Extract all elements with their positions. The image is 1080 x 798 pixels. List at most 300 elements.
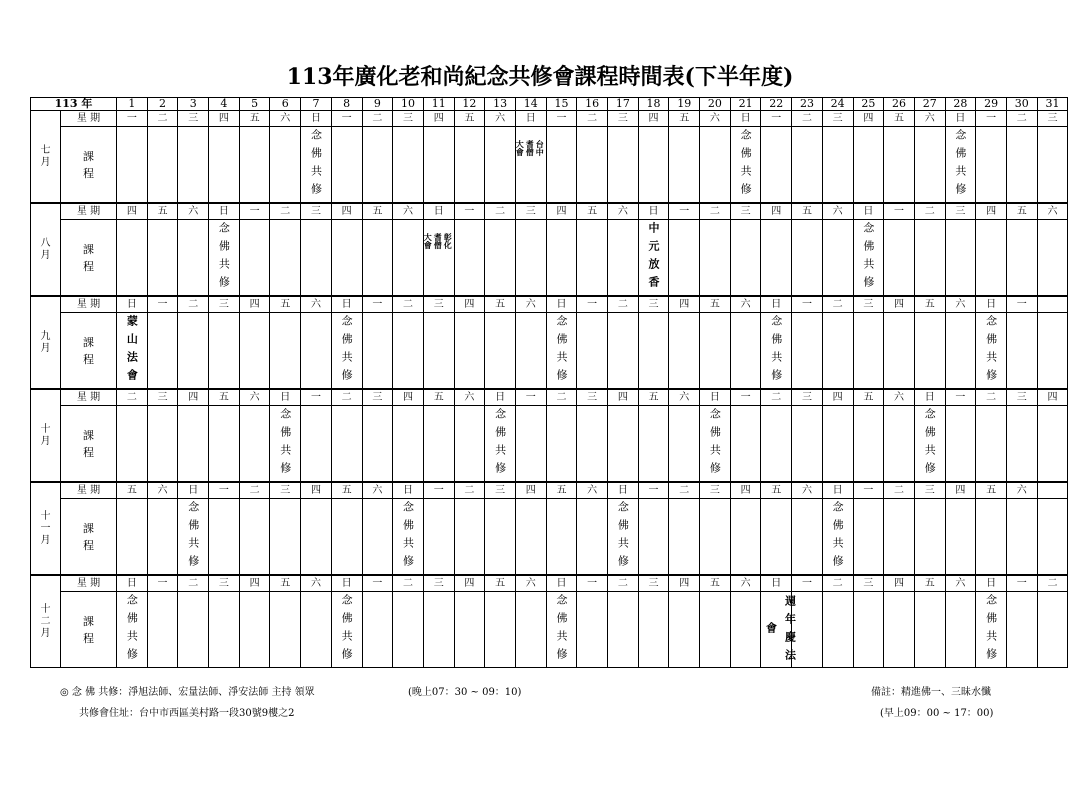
empty-cell bbox=[454, 127, 485, 204]
day-number: 20 bbox=[700, 98, 731, 111]
weekday-cell: 一 bbox=[945, 389, 976, 406]
weekday-cell: 二 bbox=[822, 575, 853, 592]
day-number: 25 bbox=[853, 98, 884, 111]
empty-cell bbox=[822, 127, 853, 204]
event-text: 念佛共修 bbox=[186, 501, 200, 573]
empty-cell bbox=[454, 499, 485, 576]
day-number: 15 bbox=[546, 98, 577, 111]
event-text: 念佛共修 bbox=[340, 594, 354, 666]
empty-cell bbox=[822, 220, 853, 297]
weekday-cell: 六 bbox=[914, 111, 945, 127]
empty-cell bbox=[608, 592, 639, 668]
weekday-cell: 一 bbox=[209, 482, 240, 499]
weekday-label: 星 期 bbox=[61, 575, 117, 592]
event-cell bbox=[393, 499, 424, 576]
empty-cell bbox=[515, 499, 546, 576]
weekday-cell: 五 bbox=[362, 203, 393, 220]
weekday-cell: 日 bbox=[485, 389, 516, 406]
empty-cell bbox=[822, 313, 853, 390]
empty-cell bbox=[362, 313, 393, 390]
empty-cell bbox=[945, 592, 976, 668]
empty-cell bbox=[270, 499, 301, 576]
month-label: 八 月 bbox=[31, 203, 61, 296]
header-row bbox=[31, 98, 1068, 111]
empty-cell bbox=[270, 313, 301, 390]
weekday-cell: 六 bbox=[730, 296, 761, 313]
empty-cell bbox=[822, 406, 853, 483]
event-cell bbox=[976, 592, 1007, 668]
empty-cell bbox=[485, 127, 516, 204]
event-text: 念佛共修 bbox=[340, 315, 354, 387]
weekday-cell: 六 bbox=[178, 203, 209, 220]
empty-cell bbox=[914, 127, 945, 204]
event-column: 彰化 bbox=[443, 233, 454, 249]
weekday-cell: 五 bbox=[209, 389, 240, 406]
weekday-cell: 三 bbox=[730, 203, 761, 220]
course-row bbox=[31, 313, 1068, 390]
weekday-cell: 五 bbox=[147, 203, 178, 220]
event-column: 大會 bbox=[515, 140, 526, 156]
empty-cell bbox=[792, 499, 823, 576]
footer-address: 共修會住址：台中市西區美村路一段30號9樓之2 bbox=[79, 708, 295, 719]
empty-cell bbox=[577, 499, 608, 576]
event-text: 念佛共修 bbox=[309, 129, 323, 201]
weekday-cell: 四 bbox=[884, 575, 915, 592]
day-number: 19 bbox=[669, 98, 700, 111]
weekday-cell: 六 bbox=[1037, 203, 1068, 220]
course-label: 課 程 bbox=[61, 406, 117, 483]
empty-cell bbox=[1037, 592, 1068, 668]
empty-cell bbox=[546, 127, 577, 204]
weekday-cell: 五 bbox=[331, 482, 362, 499]
weekday-cell: 三 bbox=[362, 389, 393, 406]
weekday-cell: 二 bbox=[608, 575, 639, 592]
weekday-cell: 五 bbox=[792, 203, 823, 220]
empty-cell bbox=[270, 220, 301, 297]
empty-cell bbox=[301, 499, 332, 576]
event-cell bbox=[209, 220, 240, 297]
empty-cell bbox=[393, 313, 424, 390]
event-cell bbox=[761, 592, 797, 668]
empty-cell bbox=[515, 406, 546, 483]
empty-cell bbox=[393, 127, 424, 204]
weekday-cell: 一 bbox=[792, 575, 823, 592]
empty-cell bbox=[546, 220, 577, 297]
event-text: 念佛共修 bbox=[125, 594, 139, 666]
weekday-cell: 一 bbox=[1006, 296, 1037, 313]
course-label: 課 程 bbox=[61, 220, 117, 297]
empty-cell bbox=[178, 592, 209, 668]
event-cell bbox=[700, 406, 731, 483]
weekday-cell: 五 bbox=[239, 111, 270, 127]
weekday-cell: 五 bbox=[884, 111, 915, 127]
weekday-cell: 日 bbox=[178, 482, 209, 499]
weekday-cell: 二 bbox=[178, 296, 209, 313]
event-cell bbox=[608, 499, 639, 576]
weekday-cell: 三 bbox=[608, 111, 639, 127]
weekday-cell: 五 bbox=[454, 111, 485, 127]
empty-cell bbox=[638, 592, 669, 668]
empty-cell bbox=[700, 499, 731, 576]
empty-cell bbox=[331, 406, 362, 483]
month-label: 七 月 bbox=[31, 111, 61, 204]
weekday-cell: 六 bbox=[454, 389, 485, 406]
empty-cell bbox=[515, 592, 546, 668]
empty-cell bbox=[393, 592, 424, 668]
empty-cell bbox=[761, 127, 792, 204]
empty-cell bbox=[239, 499, 270, 576]
weekday-label: 星 期 bbox=[61, 389, 117, 406]
weekday-cell: 六 bbox=[884, 389, 915, 406]
weekday-cell: 四 bbox=[454, 575, 485, 592]
event-column: 大會 bbox=[423, 233, 434, 249]
weekday-cell: 三 bbox=[178, 111, 209, 127]
empty-cell bbox=[638, 406, 669, 483]
day-number: 12 bbox=[454, 98, 485, 111]
weekday-cell: 一 bbox=[147, 296, 178, 313]
weekday-cell: 四 bbox=[117, 203, 148, 220]
event-cell bbox=[485, 406, 516, 483]
weekday-cell: 三 bbox=[822, 111, 853, 127]
weekday-cell: 日 bbox=[761, 296, 792, 313]
weekday-cell: 六 bbox=[945, 575, 976, 592]
day-number: 4 bbox=[209, 98, 240, 111]
weekday-cell: 六 bbox=[945, 296, 976, 313]
event-cell bbox=[178, 499, 209, 576]
weekday-cell: 二 bbox=[117, 389, 148, 406]
empty-cell bbox=[147, 406, 178, 483]
weekday-cell: 六 bbox=[792, 482, 823, 499]
weekday-cell: 日 bbox=[914, 389, 945, 406]
weekday-cell: 六 bbox=[239, 389, 270, 406]
weekday-cell: 二 bbox=[669, 482, 700, 499]
footer-note: ◎ 念 佛 共修：淨旭法師、宏量法師、淨安法師 主持 領眾 bbox=[60, 687, 315, 698]
weekday-cell: 一 bbox=[546, 111, 577, 127]
weekday-cell bbox=[1037, 482, 1068, 499]
weekday-cell: 二 bbox=[270, 203, 301, 220]
day-number: 21 bbox=[730, 98, 761, 111]
weekday-cell: 四 bbox=[761, 203, 792, 220]
empty-cell bbox=[853, 592, 884, 668]
empty-cell bbox=[730, 220, 761, 297]
empty-cell bbox=[914, 499, 945, 576]
empty-cell bbox=[454, 592, 485, 668]
weekday-cell: 四 bbox=[209, 111, 240, 127]
event-column: 耆僧 bbox=[433, 233, 444, 249]
weekday-row bbox=[31, 575, 1068, 592]
weekday-cell: 三 bbox=[1006, 389, 1037, 406]
empty-cell bbox=[362, 220, 393, 297]
weekday-cell: 四 bbox=[239, 575, 270, 592]
weekday-cell: 五 bbox=[485, 575, 516, 592]
weekday-cell: 五 bbox=[270, 575, 301, 592]
event-cell bbox=[822, 499, 853, 576]
weekday-cell: 五 bbox=[914, 575, 945, 592]
empty-cell bbox=[700, 127, 731, 204]
empty-cell bbox=[117, 220, 148, 297]
empty-cell bbox=[301, 406, 332, 483]
course-label: 課 程 bbox=[61, 127, 117, 204]
empty-cell bbox=[577, 220, 608, 297]
event-cell bbox=[945, 127, 976, 204]
weekday-cell: 三 bbox=[485, 482, 516, 499]
empty-cell bbox=[976, 406, 1007, 483]
weekday-cell: 日 bbox=[546, 296, 577, 313]
empty-cell bbox=[301, 220, 332, 297]
weekday-cell: 二 bbox=[761, 389, 792, 406]
weekday-cell: 一 bbox=[976, 111, 1007, 127]
day-number: 8 bbox=[331, 98, 362, 111]
empty-cell bbox=[730, 499, 761, 576]
weekday-cell: 日 bbox=[700, 389, 731, 406]
empty-cell bbox=[608, 406, 639, 483]
weekday-cell: 一 bbox=[454, 203, 485, 220]
empty-cell bbox=[331, 127, 362, 204]
weekday-cell: 一 bbox=[730, 389, 761, 406]
weekday-cell: 二 bbox=[546, 389, 577, 406]
empty-cell bbox=[239, 406, 270, 483]
empty-cell bbox=[423, 499, 454, 576]
footer-note-time: (晚上07：30 ~ 09：10) bbox=[408, 687, 522, 698]
empty-cell bbox=[730, 313, 761, 390]
event-cell bbox=[331, 313, 362, 390]
empty-cell bbox=[884, 592, 915, 668]
weekday-cell: 六 bbox=[147, 482, 178, 499]
weekday-cell: 四 bbox=[669, 575, 700, 592]
weekday-cell: 二 bbox=[393, 296, 424, 313]
weekday-cell: 二 bbox=[577, 111, 608, 127]
weekday-cell: 三 bbox=[638, 575, 669, 592]
empty-cell bbox=[393, 220, 424, 297]
weekday-cell: 日 bbox=[423, 203, 454, 220]
weekday-cell: 三 bbox=[423, 575, 454, 592]
weekday-cell: 四 bbox=[669, 296, 700, 313]
empty-cell bbox=[638, 499, 669, 576]
weekday-cell: 四 bbox=[853, 111, 884, 127]
empty-cell bbox=[239, 592, 270, 668]
weekday-cell: 二 bbox=[178, 575, 209, 592]
weekday-cell: 一 bbox=[117, 111, 148, 127]
empty-cell bbox=[485, 592, 516, 668]
weekday-cell: 日 bbox=[638, 203, 669, 220]
weekday-cell: 日 bbox=[117, 575, 148, 592]
weekday-label: 星 期 bbox=[61, 111, 117, 127]
event-text: 念佛共修 bbox=[953, 129, 967, 201]
day-number: 7 bbox=[301, 98, 332, 111]
empty-cell bbox=[761, 406, 792, 483]
empty-cell bbox=[270, 592, 301, 668]
day-number: 31 bbox=[1037, 98, 1068, 111]
empty-cell bbox=[669, 592, 700, 668]
empty-cell bbox=[884, 127, 915, 204]
weekday-cell: 五 bbox=[270, 296, 301, 313]
weekday-cell: 一 bbox=[853, 482, 884, 499]
weekday-cell: 三 bbox=[393, 111, 424, 127]
empty-cell bbox=[362, 127, 393, 204]
weekday-row bbox=[31, 389, 1068, 406]
empty-cell bbox=[884, 499, 915, 576]
weekday-cell: 四 bbox=[515, 482, 546, 499]
event-text: 念佛共修 bbox=[984, 594, 998, 666]
weekday-cell: 日 bbox=[945, 111, 976, 127]
weekday-cell: 四 bbox=[884, 296, 915, 313]
empty-cell bbox=[515, 220, 546, 297]
weekday-cell: 三 bbox=[853, 575, 884, 592]
empty-cell bbox=[362, 406, 393, 483]
weekday-cell: 五 bbox=[638, 389, 669, 406]
weekday-cell: 五 bbox=[761, 482, 792, 499]
event-cell bbox=[853, 220, 884, 297]
event-text: 念佛共修 bbox=[861, 222, 875, 294]
day-number: 1 bbox=[117, 98, 148, 111]
empty-cell bbox=[423, 592, 454, 668]
weekday-cell: 三 bbox=[301, 203, 332, 220]
event-text: 念佛共修 bbox=[616, 501, 630, 573]
empty-cell bbox=[147, 220, 178, 297]
empty-cell bbox=[608, 313, 639, 390]
empty-cell bbox=[423, 406, 454, 483]
empty-cell bbox=[1006, 592, 1037, 668]
weekday-cell: 一 bbox=[362, 575, 393, 592]
weekday-cell: 二 bbox=[1037, 575, 1068, 592]
event-cell bbox=[730, 127, 761, 204]
weekday-cell: 六 bbox=[301, 296, 332, 313]
empty-cell bbox=[209, 127, 240, 204]
weekday-cell: 二 bbox=[239, 482, 270, 499]
weekday-cell: 六 bbox=[577, 482, 608, 499]
event-text: 念佛共修 bbox=[554, 594, 568, 666]
day-number: 27 bbox=[914, 98, 945, 111]
empty-cell bbox=[1037, 313, 1068, 390]
weekday-cell: 一 bbox=[638, 482, 669, 499]
weekday-cell: 一 bbox=[239, 203, 270, 220]
empty-cell bbox=[792, 313, 823, 390]
weekday-cell: 日 bbox=[301, 111, 332, 127]
weekday-cell: 二 bbox=[608, 296, 639, 313]
empty-cell bbox=[608, 127, 639, 204]
weekday-cell: 二 bbox=[1006, 111, 1037, 127]
weekday-cell: 四 bbox=[945, 482, 976, 499]
weekday-cell: 三 bbox=[914, 482, 945, 499]
empty-cell bbox=[945, 499, 976, 576]
weekday-cell: 四 bbox=[423, 111, 454, 127]
weekday-cell: 五 bbox=[546, 482, 577, 499]
event-text: 念佛共修 bbox=[708, 408, 722, 480]
weekday-cell: 四 bbox=[301, 482, 332, 499]
event-cell bbox=[117, 592, 148, 668]
empty-cell bbox=[669, 499, 700, 576]
empty-cell bbox=[1037, 127, 1068, 204]
weekday-cell: 三 bbox=[423, 296, 454, 313]
weekday-cell: 三 bbox=[270, 482, 301, 499]
weekday-cell: 一 bbox=[515, 389, 546, 406]
weekday-cell: 四 bbox=[239, 296, 270, 313]
empty-cell bbox=[485, 220, 516, 297]
weekday-cell: 一 bbox=[884, 203, 915, 220]
event-text bbox=[516, 127, 546, 156]
weekday-cell: 六 bbox=[1006, 482, 1037, 499]
empty-cell bbox=[239, 220, 270, 297]
empty-cell bbox=[669, 127, 700, 204]
weekday-cell: 五 bbox=[700, 296, 731, 313]
day-number: 22 bbox=[761, 98, 792, 111]
event-text: 念佛共修 bbox=[493, 408, 507, 480]
weekday-cell: 二 bbox=[976, 389, 1007, 406]
weekday-cell: 四 bbox=[178, 389, 209, 406]
empty-cell bbox=[454, 220, 485, 297]
empty-cell bbox=[976, 499, 1007, 576]
weekday-cell: 日 bbox=[331, 575, 362, 592]
empty-cell bbox=[730, 406, 761, 483]
weekday-cell: 二 bbox=[884, 482, 915, 499]
day-number: 26 bbox=[884, 98, 915, 111]
empty-cell bbox=[884, 406, 915, 483]
event-text bbox=[424, 220, 454, 249]
weekday-cell: 二 bbox=[331, 389, 362, 406]
weekday-cell: 三 bbox=[638, 296, 669, 313]
empty-cell bbox=[546, 406, 577, 483]
event-text: 念佛共修 bbox=[984, 315, 998, 387]
empty-cell bbox=[700, 313, 731, 390]
empty-cell bbox=[178, 127, 209, 204]
empty-cell bbox=[393, 406, 424, 483]
empty-cell bbox=[577, 406, 608, 483]
empty-cell bbox=[1006, 499, 1037, 576]
empty-cell bbox=[853, 406, 884, 483]
weekday-cell: 六 bbox=[270, 111, 301, 127]
weekday-cell: 五 bbox=[853, 389, 884, 406]
weekday-cell: 二 bbox=[485, 203, 516, 220]
empty-cell bbox=[792, 406, 823, 483]
weekday-cell: 日 bbox=[730, 111, 761, 127]
empty-cell bbox=[853, 127, 884, 204]
empty-cell bbox=[423, 127, 454, 204]
day-number: 18 bbox=[638, 98, 669, 111]
empty-cell bbox=[301, 592, 332, 668]
weekday-cell: 日 bbox=[270, 389, 301, 406]
empty-cell bbox=[209, 313, 240, 390]
weekday-cell: 四 bbox=[730, 482, 761, 499]
weekday-cell: 三 bbox=[209, 575, 240, 592]
weekday-cell: 日 bbox=[515, 111, 546, 127]
weekday-cell: 五 bbox=[700, 575, 731, 592]
day-number: 29 bbox=[976, 98, 1007, 111]
empty-cell bbox=[792, 127, 823, 204]
event-text: 念佛共修 bbox=[923, 408, 937, 480]
event-cell bbox=[546, 592, 577, 668]
month-label: 九 月 bbox=[31, 296, 61, 389]
empty-cell bbox=[638, 127, 669, 204]
weekday-cell: 四 bbox=[976, 203, 1007, 220]
event-cell bbox=[761, 313, 792, 390]
empty-cell bbox=[700, 592, 731, 668]
course-row bbox=[31, 220, 1068, 297]
event-text: 蒙山法會 bbox=[125, 315, 139, 387]
empty-cell bbox=[239, 313, 270, 390]
empty-cell bbox=[914, 220, 945, 297]
empty-cell bbox=[638, 313, 669, 390]
empty-cell bbox=[147, 592, 178, 668]
empty-cell bbox=[209, 592, 240, 668]
empty-cell bbox=[331, 220, 362, 297]
weekday-cell: 日 bbox=[976, 296, 1007, 313]
weekday-cell: 五 bbox=[1006, 203, 1037, 220]
weekday-cell: 一 bbox=[362, 296, 393, 313]
event-cell bbox=[546, 313, 577, 390]
day-number: 13 bbox=[485, 98, 516, 111]
empty-cell bbox=[669, 406, 700, 483]
empty-cell bbox=[577, 313, 608, 390]
